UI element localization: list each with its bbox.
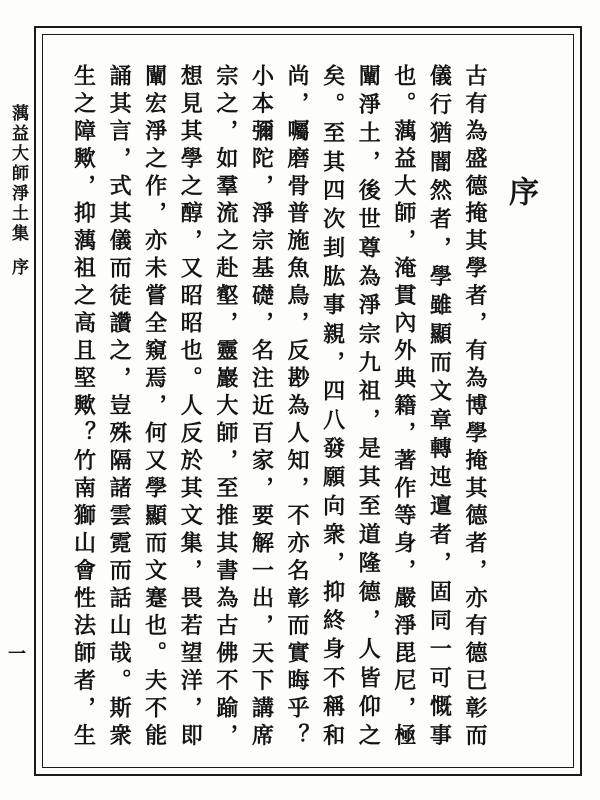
- body-text: 古有為盛德掩其學者，有為博學掩其德者，亦有德已彰而儀行猶闇然者，學雖顯而文章轉迍邅者，固同一可慨事也。蕅益大師，淹貫內外典籍，著作等身，嚴淨毘尼，極闡淨土，後世尊為淨宗九祖，是其至道隆德，人皆仰之矣。至其四次刲肱事親，四八發願向衆，抑終身不稱和尚，囑磨骨普施魚鳥，反尠為人知，不亦名彰而實晦乎？小本彌陀，淨宗基礎，名注近百家，要解一出，天下講席宗之，如羣流之赴壑，靈巖大師，至推其書為古佛不踰，想見其學之醇，又昭昭也。人反於其文集，畏若望洋，即闡宏淨之作，亦未嘗全窺焉，何又學顯而文蹇也。夫不能誦其言，式其儀而徒讚之，豈殊隔諸雲霓而話山哉。斯衆生之障歟，抑蕅祖之高且堅歟？竹南獅山會性法師者，生: [70, 64, 488, 750]
- running-header: [6, 104, 30, 278]
- running-header-section: 序: [8, 258, 28, 278]
- page-title: 序: [503, 176, 538, 206]
- page-number: 一: [5, 644, 26, 662]
- running-header-book-title: 蕅益大師淨土集: [8, 104, 28, 244]
